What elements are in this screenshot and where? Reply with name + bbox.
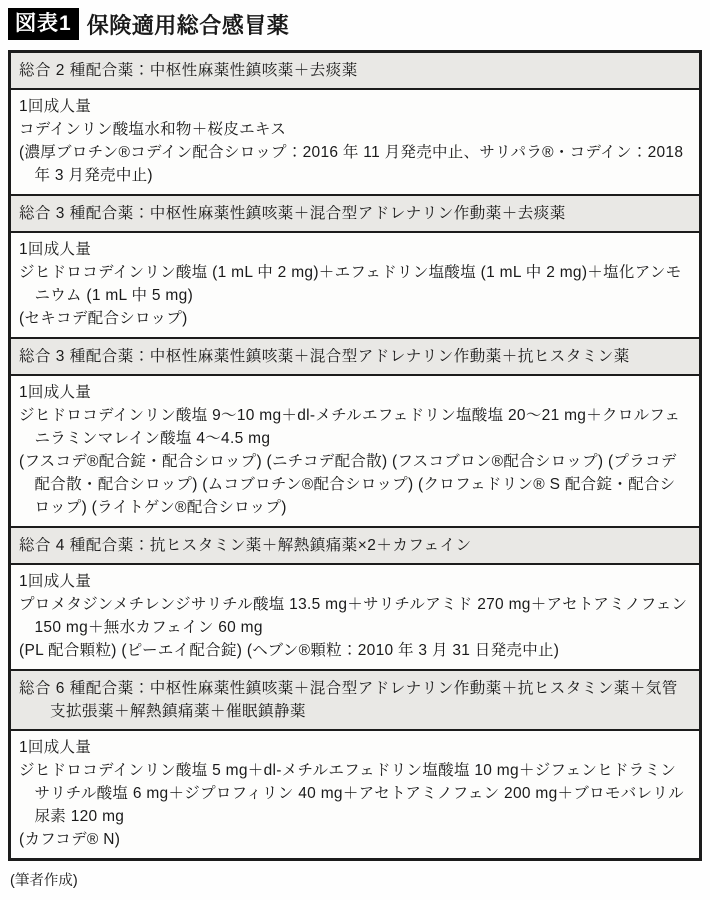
composition-line: ジヒドロコデインリン酸塩 5 mg＋dl-メチルエフェドリン塩酸塩 10 mg＋ジフェンヒドラミンサリチル酸塩 6 mg＋ジプロフィリン 40 mg＋アセトアミノフェン 200 mg＋ブロモバレリル尿素 120 mg — [19, 762, 684, 825]
section-body — [11, 233, 699, 337]
composition-line: ジヒドロコデインリン酸塩 (1 mL 中 2 mg)＋エフェドリン塩酸塩 (1 mL 中 2 mg)＋塩化アンモニウム (1 mL 中 5 mg) — [19, 264, 682, 304]
dose-label: 1回成人量 — [19, 98, 92, 115]
brand-line: (濃厚ブロチン®コデイン配合シロップ：2016 年 11 月発売中止、サリパラ®・コデイン：2018 年 3 月発売中止) — [19, 144, 684, 184]
brand-line: (PL 配合顆粒) (ピーエイ配合錠) (ヘブン®顆粒：2010 年 3 月 31 日発売中止) — [19, 642, 560, 659]
source-note: (筆者作成) — [10, 873, 78, 889]
table-section-3drug-a — [11, 196, 699, 339]
dose-label: 1回成人量 — [19, 384, 92, 401]
composition-line: ジヒドロコデインリン酸塩 9〜10 mg＋dl-メチルエフェドリン塩酸塩 20〜21 mg＋クロルフェニラミンマレイン酸塩 4〜4.5 mg — [19, 407, 681, 447]
dose-label: 1回成人量 — [19, 573, 92, 590]
brand-line: (セキコデ配合シロップ) — [19, 310, 188, 327]
section-header: 総合 6 種配合薬：中枢性麻薬性鎮咳薬＋混合型アドレナリン作動薬＋抗ヒスタミン薬＋気管支拡張薬＋解熱鎮痛薬＋催眠鎮静薬 — [11, 671, 699, 731]
table-section-3drug-b — [11, 339, 699, 528]
figure-number-badge: 図表1 — [8, 8, 79, 40]
composition-line: プロメタジンメチレンジサリチル酸塩 13.5 mg＋サリチルアミド 270 mg＋アセトアミノフェン 150 mg＋無水カフェイン 60 mg — [19, 596, 688, 636]
figure-title — [8, 8, 702, 40]
section-header: 総合 4 種配合薬：抗ヒスタミン薬＋解熱鎮痛薬×2＋カフェイン — [11, 528, 699, 565]
dose-label: 1回成人量 — [19, 241, 92, 258]
section-body — [11, 565, 699, 669]
section-body — [11, 90, 699, 194]
section-body — [11, 731, 699, 858]
dose-label: 1回成人量 — [19, 739, 92, 756]
composition-line: コデインリン酸塩水和物＋桜皮エキス — [19, 121, 287, 138]
page-title: 保険適用総合感冒薬 — [86, 12, 290, 38]
section-header: 総合 3 種配合薬：中枢性麻薬性鎮咳薬＋混合型アドレナリン作動薬＋抗ヒスタミン薬 — [11, 339, 699, 376]
cold-medicine-table — [8, 50, 702, 861]
table-section-4drug — [11, 528, 699, 671]
brand-line: (フスコデ®配合錠・配合シロップ) (ニチコデ配合散) (フスコブロン®配合シロップ) (プラコデ配合散・配合シロップ) (ムコブロチン®配合シロップ) (クロフェドリン® S 配合錠・配合シロップ) (ライトゲン®配合シロップ) — [19, 453, 677, 516]
section-header: 総合 2 種配合薬：中枢性麻薬性鎮咳薬＋去痰薬 — [11, 53, 699, 90]
brand-line: (カフコデ® N) — [19, 831, 121, 848]
table-section-2drug — [11, 53, 699, 196]
table-section-6drug — [11, 671, 699, 858]
section-header: 総合 3 種配合薬：中枢性麻薬性鎮咳薬＋混合型アドレナリン作動薬＋去痰薬 — [11, 196, 699, 233]
section-body — [11, 376, 699, 526]
